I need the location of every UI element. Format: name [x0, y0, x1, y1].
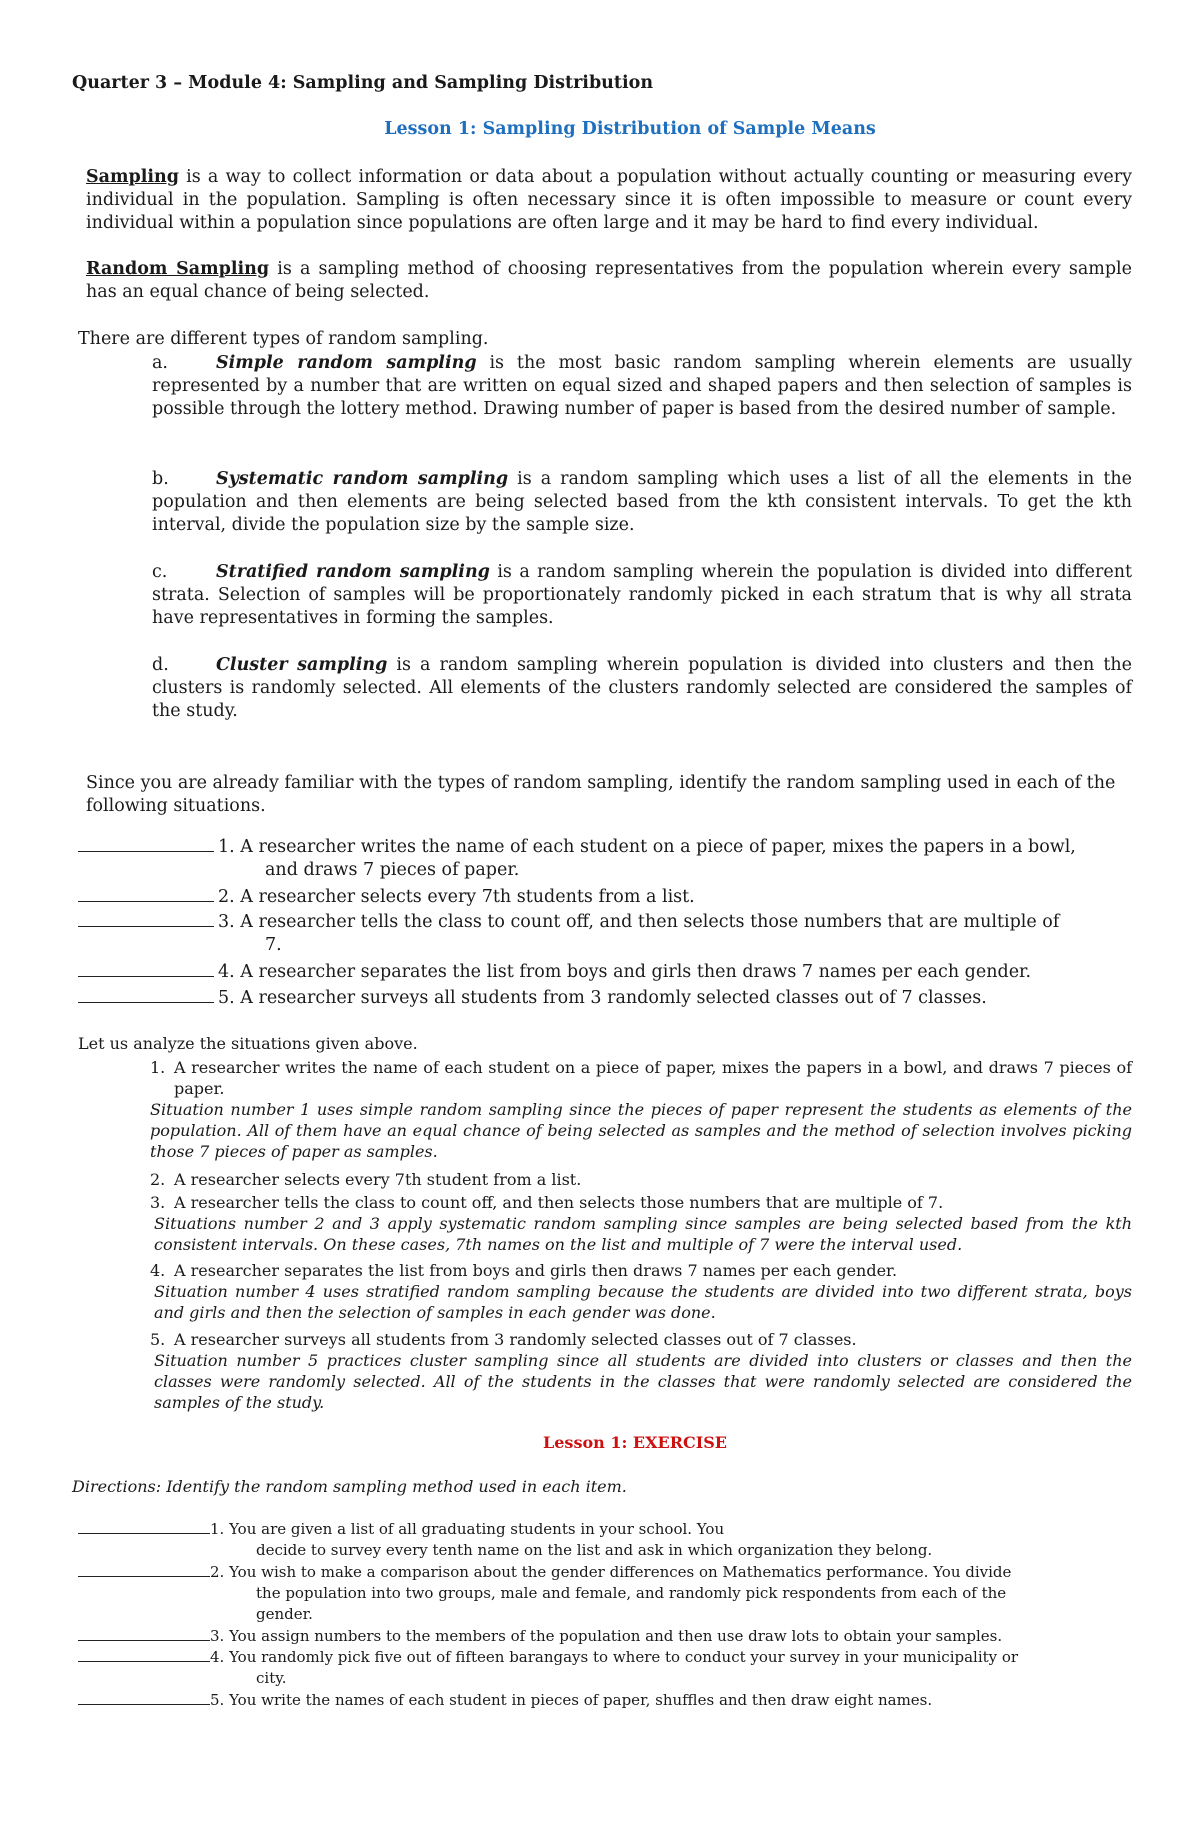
exercise-item — [78, 1561, 1138, 1625]
analysis-text: A researcher surveys all students from 3 randomly selected classes out of 7 classes. — [174, 1330, 857, 1349]
exercise-title: Lesson 1: EXERCISE — [543, 1433, 727, 1452]
random-sampling-definition — [86, 258, 1132, 304]
answer-blank[interactable] — [78, 1561, 210, 1577]
type-term: Simple random sampling — [216, 353, 477, 373]
exercise-item — [78, 1646, 1138, 1689]
analysis-item — [150, 1192, 1132, 1255]
analysis-explanation: Situation number 5 practices cluster sampling since all students are divided into clusters or classes and then the classes were randomly selected. All of the students in the classes that were randomly selected are considered the samples of the study. — [154, 1351, 1132, 1412]
analysis-text: A researcher writes the name of each student on a piece of paper, mixes the papers in a bowl, and draws 7 pieces of paper. — [174, 1058, 1132, 1098]
type-item — [152, 654, 1132, 723]
exercise-continuation: gender. — [256, 1605, 313, 1623]
exercise-continuation: city. — [256, 1669, 287, 1687]
situation-item — [78, 835, 1138, 882]
type-text: is the most basic random sampling wherein elements are usually represented by a number that are written on equal sized and shaped papers and then selection of samples is possible through the lottery method. Drawing number of paper is based from the desired number of sample. — [152, 353, 1132, 419]
answer-blank[interactable] — [78, 1625, 210, 1641]
situation-text: 1. A researcher writes the name of each student on a piece of paper, mixes the papers in a bowl, — [218, 837, 1076, 857]
analysis-explanation: Situations number 2 and 3 apply systematic random sampling since samples are being selected based from the kth consistent intervals. On these cases, 7th names on the list and multiple of 7 were the interval used. — [154, 1214, 1132, 1254]
exercise-text: 1. You are given a list of all graduating students in your school. You — [210, 1520, 725, 1538]
answer-blank[interactable] — [78, 960, 214, 977]
answer-blank[interactable] — [78, 1646, 210, 1662]
analysis-explanation: Situation number 4 uses stratified random sampling because the students are divided into two different strata, boys and girls and then the selection of samples in each gender was done. — [154, 1282, 1132, 1322]
exercise-continuation: decide to survey every tenth name on the list and ask in which organization they belong. — [256, 1541, 933, 1559]
type-term: Systematic random sampling — [216, 469, 509, 489]
exercise-text: 5. You write the names of each student in pieces of paper, shuffles and then draw eight names. — [210, 1691, 933, 1709]
analysis-item — [150, 1260, 1132, 1323]
analysis-num: 4. — [150, 1261, 166, 1280]
situation-continuation: and draws 7 pieces of paper. — [265, 860, 520, 880]
type-text: is a random sampling which uses a list of all the elements in the population and then elements are being selected based from the kth consistent intervals. To get the kth interval, divide the population size by the sample size. — [152, 469, 1132, 535]
types-intro: There are different types of random sampling. — [78, 329, 489, 349]
analysis-num: 5. — [150, 1330, 166, 1349]
situation-item — [78, 885, 1138, 909]
exercise-item — [78, 1518, 1138, 1561]
type-item — [152, 561, 1132, 630]
answer-blank[interactable] — [78, 885, 214, 902]
type-text: is a random sampling wherein the population is divided into different strata. Selection of samples will be proportionately randomly picked in each stratum that is why all strata have representatives in forming the samples. — [152, 562, 1133, 628]
lesson-title: Lesson 1: Sampling Distribution of Sample Means — [384, 119, 876, 139]
situation-continuation: 7. — [265, 935, 282, 955]
exercise-text: 4. You randomly pick five out of fifteen barangays to where to conduct your survey in your municipality or — [210, 1648, 1019, 1666]
sampling-text: is a way to collect information or data about a population without actually counting or measuring every individual in the population. Sampling is often necessary since it is often impossible to measure or count every individual within a population since populations are often large and it may be hard to find every individual. — [86, 167, 1132, 233]
type-label: d. — [152, 655, 169, 675]
type-item — [152, 352, 1132, 421]
answer-blank[interactable] — [78, 1689, 210, 1705]
module-header: Quarter 3 – Module 4: Sampling and Sampling Distribution — [72, 73, 654, 93]
type-label: a. — [152, 353, 168, 373]
type-text: is a random sampling wherein population is divided into clusters and then the clusters is randomly selected. All elements of the clusters randomly selected are considered the samples of the study. — [152, 655, 1133, 721]
type-term: Stratified random sampling — [216, 562, 490, 582]
situation-item — [78, 960, 1138, 984]
exercise-item — [78, 1689, 1138, 1711]
type-label: b. — [152, 469, 169, 489]
analysis-item — [150, 1057, 1132, 1162]
analysis-num: 1. — [150, 1058, 166, 1077]
situation-text: 4. A researcher separates the list from boys and girls then draws 7 names per each gender. — [218, 962, 1032, 982]
situation-item — [78, 986, 1138, 1010]
sampling-definition — [86, 166, 1132, 235]
situation-item — [78, 910, 1138, 957]
analysis-item — [150, 1329, 1132, 1413]
exercise-continuation: the population into two groups, male and female, and randomly pick respondents from each of the — [256, 1584, 1007, 1602]
exercise-item — [78, 1625, 1138, 1647]
situation-text: 3. A researcher tells the class to count off, and then selects those numbers that are multiple of — [218, 912, 1060, 932]
random-sampling-text: is a sampling method of choosing representatives from the population wherein every sample has an equal chance of being selected. — [86, 259, 1133, 302]
type-label: c. — [152, 562, 168, 582]
answer-blank[interactable] — [78, 835, 214, 852]
exercise-text: 3. You assign numbers to the members of the population and then use draw lots to obtain your samples. — [210, 1627, 1003, 1645]
analysis-text: A researcher tells the class to count off, and then selects those numbers that are multiple of 7. — [174, 1193, 944, 1212]
exercise-text: 2. You wish to make a comparison about the gender differences on Mathematics performance. You divide — [210, 1563, 1012, 1581]
analysis-text: A researcher separates the list from boys and girls then draws 7 names per each gender. — [174, 1261, 898, 1280]
answer-blank[interactable] — [78, 1518, 210, 1534]
analysis-num: 3. — [150, 1193, 166, 1212]
analysis-explanation: Situation number 1 uses simple random sampling since the pieces of paper represent the students as elements of the population. All of them have an equal chance of being selected as samples and the method of selection involves picking those 7 pieces of paper as samples. — [150, 1100, 1132, 1161]
answer-blank[interactable] — [78, 986, 214, 1003]
answer-blank[interactable] — [78, 910, 214, 927]
analysis-num: 2. — [150, 1170, 166, 1189]
activity-intro: Since you are already familiar with the types of random sampling, identify the random sampling used in each of the following situations. — [86, 773, 1116, 816]
type-item — [152, 468, 1132, 537]
analysis-item — [150, 1169, 1132, 1190]
situation-text: 2. A researcher selects every 7th students from a list. — [218, 887, 695, 907]
analysis-intro: Let us analyze the situations given above. — [78, 1034, 418, 1053]
random-sampling-term: Random Sampling — [86, 259, 270, 279]
directions: Directions: Identify the random sampling method used in each item. — [72, 1477, 627, 1496]
analysis-text: A researcher selects every 7th student from a list. — [174, 1170, 582, 1189]
sampling-term: Sampling — [86, 167, 179, 187]
situation-text: 5. A researcher surveys all students from 3 randomly selected classes out of 7 classes. — [218, 988, 987, 1008]
type-term: Cluster sampling — [216, 655, 388, 675]
